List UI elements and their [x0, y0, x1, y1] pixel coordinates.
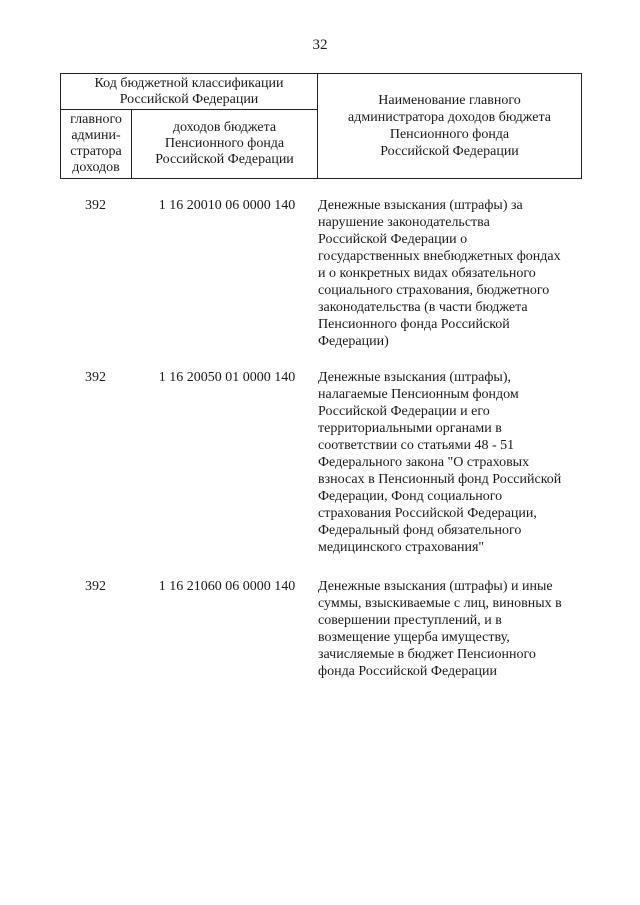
name-line: нарушение законодательства: [318, 215, 490, 230]
header-text-line: Код бюджетной классификации: [94, 75, 284, 91]
revenue-code: 1 16 20010 06 0000 140: [158, 198, 296, 213]
name-line: Федерации): [318, 334, 389, 349]
header-budget-classification-code: [61, 74, 318, 110]
name-line: возмещение ущерба имуществу,: [318, 630, 510, 645]
header-text-line: главного: [70, 112, 122, 127]
header-revenue-code: [132, 110, 318, 178]
admin-code: 392: [85, 579, 106, 594]
revenue-name: [318, 369, 588, 556]
name-line: Российской Федерации и его: [318, 404, 490, 419]
name-line: налагаемые Пенсионным фондом: [318, 387, 519, 402]
name-line: совершении преступлений, и в: [318, 613, 502, 628]
name-line: Федерального закона "О страховых: [318, 455, 530, 470]
header-main-administrator: [61, 110, 132, 178]
header-text-line: стратора: [70, 144, 122, 159]
header-text-line: Пенсионного фонда: [164, 136, 285, 151]
revenue-name: [318, 197, 588, 350]
admin-code: 392: [85, 370, 106, 385]
name-line: страхования Российской Федерации,: [318, 506, 537, 521]
header-text-line: администратора доходов бюджета: [348, 110, 551, 125]
name-line: Федерации, Фонд социального: [318, 489, 503, 504]
header-text-line: админи-: [71, 128, 121, 143]
name-line: медицинского страхования": [318, 540, 485, 555]
name-line: Федеральный фонд обязательного: [318, 523, 522, 538]
header-text-line: Российской Федерации: [155, 152, 294, 167]
header-text-line: Пенсионного фонда: [389, 127, 510, 142]
header-text-line: доходов бюджета: [172, 120, 277, 135]
name-line: территориальными органами в: [318, 421, 502, 436]
name-line: социального страхования, бюджетного: [318, 283, 550, 298]
name-line: Денежные взыскания (штрафы) и иные: [318, 579, 553, 594]
name-line: Денежные взыскания (штрафы) за: [318, 198, 523, 213]
revenue-name: [318, 578, 588, 680]
name-line: Российской Федерации о: [318, 232, 468, 247]
name-line: государственных внебюджетных фондах: [318, 249, 561, 264]
name-line: Денежные взыскания (штрафы),: [318, 370, 511, 385]
name-line: и о конкретных видах обязательного: [318, 266, 536, 281]
table-header: [60, 73, 582, 179]
page-number: 32: [312, 37, 328, 53]
name-line: взносах в Пенсионный фонд Российской: [318, 472, 562, 487]
header-text-line: Российской Федерации: [119, 91, 259, 107]
name-line: суммы, взыскиваемые с лиц, виновных в: [318, 596, 562, 611]
admin-code: 392: [85, 198, 106, 213]
header-administrator-name: [318, 74, 581, 178]
header-text-line: Российской Федерации: [380, 144, 519, 159]
name-line: соответствии со статьями 48 - 51: [318, 438, 515, 453]
name-line: Пенсионного фонда Российской: [318, 317, 510, 332]
header-text-line: доходов: [72, 160, 120, 175]
revenue-code: 1 16 20050 01 0000 140: [158, 370, 296, 385]
name-line: законодательства (в части бюджета: [318, 300, 528, 315]
name-line: зачисляемые в бюджет Пенсионного: [318, 647, 536, 662]
header-text-line: Наименование главного: [378, 93, 521, 108]
name-line: фонда Российской Федерации: [318, 664, 498, 679]
revenue-code: 1 16 21060 06 0000 140: [158, 579, 296, 594]
